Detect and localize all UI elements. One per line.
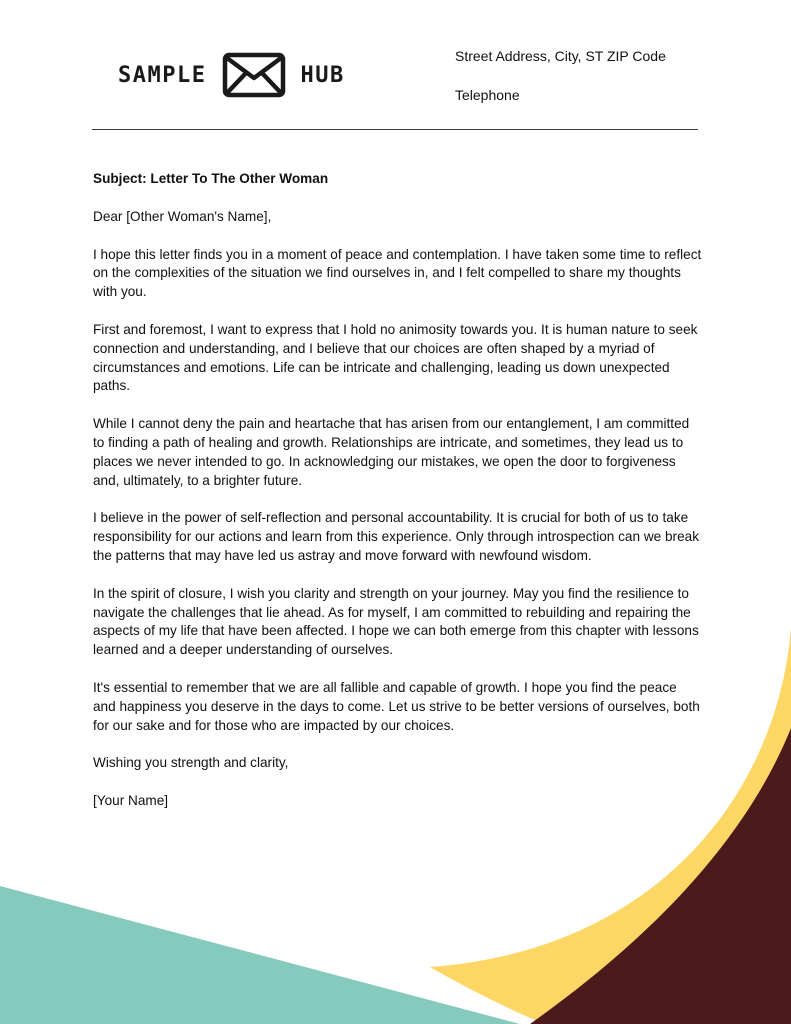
closing: Wishing you strength and clarity,	[93, 755, 289, 771]
paragraph: It's essential to remember that we are all fallible and capable of growth. I hope you find the peace and happiness you deserve in the days to come. Let us strive to be better versions of ourselves, both for our sake and for those who are impacted by our choices.	[93, 679, 700, 733]
letter-subject: Subject: Letter To The Other Woman	[93, 171, 329, 186]
telephone: Telephone	[455, 87, 520, 103]
paragraph: I believe in the power of self-reflection and personal accountability. It is crucial for both of us to take responsibility for our actions and learn from this experience. Only through introspection can we break the patterns that may have led us astray and move forward with newfound wisdom.	[93, 510, 699, 563]
salutation: Dear [Other Woman's Name],	[93, 208, 272, 224]
contact-block	[455, 47, 666, 105]
paragraph: In the spirit of closure, I wish you clarity and strength on your journey. May you find the resilience to navigate the challenges that lie ahead. As for myself, I am committed to rebuilding and repairing the aspects of my life that have been affected. I hope we can both emerge from this chapter with lessons learned and a deeper understanding of ourselves.	[93, 585, 699, 658]
letter-body	[93, 170, 703, 830]
paragraph: First and foremost, I want to express that I hold no animosity towards you. It is human nature to seek connection and understanding, and I believe that our choices are often shaped by a myriad of circumstances and emotions. Life can be intricate and challenging, leading us down unexpected paths.	[93, 321, 698, 394]
logo-word-right: HUB	[300, 62, 345, 88]
envelope-icon	[222, 52, 286, 98]
teal-wave	[0, 886, 520, 1024]
paragraph: While I cannot deny the pain and heartache that has arisen from our entanglement, I am committed to finding a path of healing and growth. Relationships are intricate, and sometimes, they lead us to places we never intended to go. In acknowledging our mistakes, we open the door to forgiveness and, ultimately, to a brighter future.	[93, 416, 690, 488]
signature: [Your Name]	[93, 793, 169, 809]
logo	[118, 52, 345, 98]
paragraph: I hope this letter finds you in a moment of peace and contemplation. I have taken some time to reflect on the complexities of the situation we find ourselves in, and I felt compelled to share my thoughts with you.	[93, 246, 702, 300]
header-divider	[92, 129, 698, 130]
logo-word-left: SAMPLE	[118, 62, 207, 88]
street-address: Street Address, City, ST ZIP Code	[455, 48, 666, 64]
